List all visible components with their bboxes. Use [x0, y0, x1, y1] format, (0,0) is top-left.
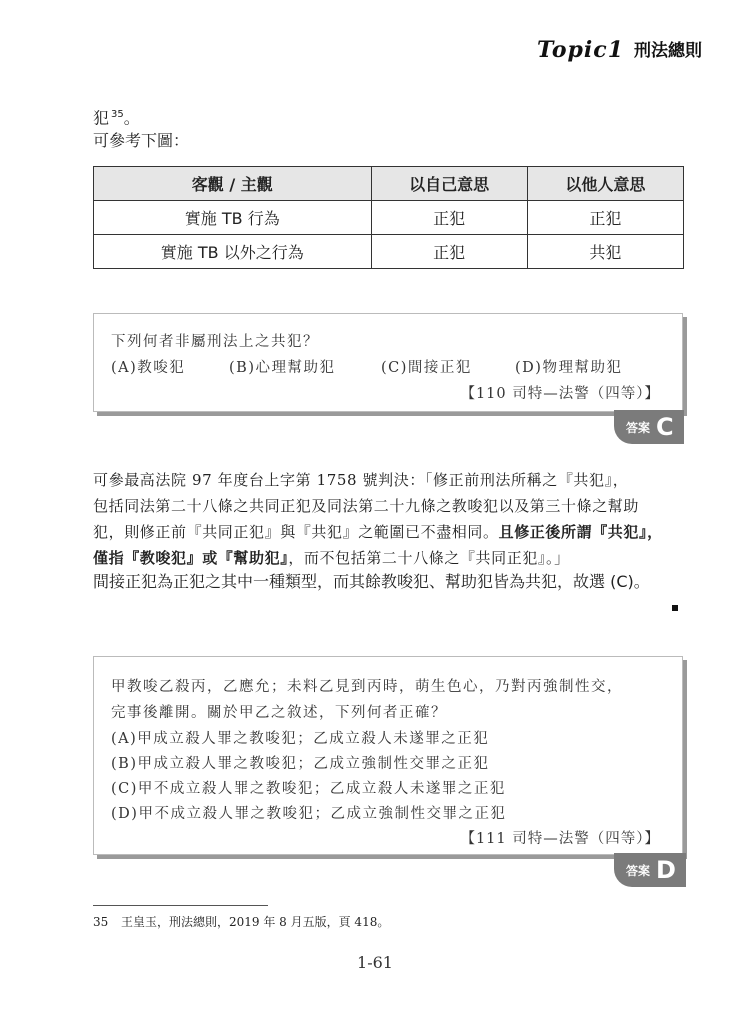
option-b: (B)甲成立殺人罪之教唆犯；乙成立強制性交罪之正犯 [111, 756, 490, 772]
footnote-divider [93, 905, 268, 906]
table-header-cell: 客觀 / 主觀 [94, 167, 372, 201]
explanation-text: 犯，則修正前『共同正犯』與『共犯』之範圍已不盡相同。 [93, 523, 499, 541]
explanation-line: 可參最高法院 97 年度台上字第 1758 號判決：「修正前刑法所稱之『共犯』， [93, 471, 629, 489]
question-source: 【110 司特—法警（四等）】 [460, 386, 660, 402]
explanation-text: ，而不包括第二十八條之『共同正犯』。」 [288, 549, 570, 567]
question-box-2 [93, 656, 683, 855]
option-a: (A)教唆犯 [111, 360, 186, 376]
explanation-emphasis: 且修正後所謂『共犯』， [498, 523, 663, 541]
answer-tab-2 [614, 853, 686, 887]
footnote-number: 35 [93, 915, 109, 929]
table-header-cell: 以自己意思 [371, 167, 527, 201]
footnote-ref[interactable]: 35 [111, 109, 124, 120]
question-stem-line: 甲教唆乙殺丙，乙應允；未料乙見到丙時，萌生色心，乃對丙強制性交， [111, 679, 623, 695]
intro-line-2: 可參考下圖： [93, 131, 190, 150]
option-c: (C)甲不成立殺人罪之教唆犯；乙成立殺人未遂罪之正犯 [111, 781, 506, 797]
page-header [537, 36, 702, 63]
end-square-marker [672, 605, 678, 611]
explanation-paragraph [93, 467, 693, 571]
explanation-conclusion: 間接正犯為正犯之其中一種類型，而其餘教唆犯、幫助犯皆為共犯，故選 (C)。 [93, 572, 650, 591]
table-cell: 共犯 [527, 235, 683, 269]
topic-label: Topic1 [537, 37, 624, 63]
option-c: (C)間接正犯 [381, 360, 472, 376]
option-d: (D)甲不成立殺人罪之教唆犯；乙成立強制性交罪之正犯 [111, 806, 507, 822]
explanation-line [93, 519, 693, 545]
answer-tab-1 [614, 410, 684, 444]
intro-text: 犯 [93, 108, 110, 128]
table-row [94, 235, 684, 269]
answer-label: 答案 [626, 863, 651, 878]
footnote [93, 913, 389, 930]
option-a: (A)甲成立殺人罪之教唆犯；乙成立殺人未遂罪之正犯 [111, 731, 490, 747]
intro-line-1 [93, 104, 140, 129]
answer-label: 答案 [626, 420, 651, 435]
table-cell: 正犯 [371, 201, 527, 235]
chapter-title: 刑法總則 [634, 41, 702, 61]
comparison-table [93, 166, 684, 269]
option-d: (D)物理幫助犯 [515, 360, 623, 376]
table-header-cell: 以他人意思 [527, 167, 683, 201]
answer-letter: C [656, 413, 674, 441]
question-box-1 [93, 313, 683, 412]
table-cell: 實施 TB 行為 [94, 201, 372, 235]
page-number: 1-61 [357, 953, 393, 972]
table-cell: 正犯 [371, 235, 527, 269]
question-stem: 下列何者非屬刑法上之共犯？ [111, 334, 319, 350]
intro-end: 。 [123, 108, 140, 128]
question-stem-line: 完事後離開。關於甲乙之敘述，下列何者正確？ [111, 705, 447, 721]
explanation-line: 包括同法第二十八條之共同正犯及同法第二十九條之教唆犯以及第三十條之幫助 [93, 497, 640, 515]
table-cell: 實施 TB 以外之行為 [94, 235, 372, 269]
table-header-row [94, 167, 684, 201]
footnote-text: 王皇玉，刑法總則，2019 年 8 月五版，頁 418。 [121, 915, 390, 929]
explanation-emphasis: 僅指『教唆犯』或『幫助犯』 [93, 549, 289, 567]
option-b: (B)心理幫助犯 [229, 360, 336, 376]
question-source: 【111 司特—法警（四等）】 [460, 831, 660, 847]
table-cell: 正犯 [527, 201, 683, 235]
explanation-line [93, 545, 693, 571]
answer-letter: D [656, 856, 676, 884]
table-row [94, 201, 684, 235]
